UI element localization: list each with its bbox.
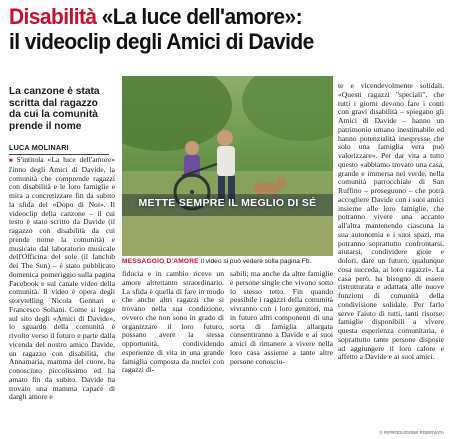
article-photo xyxy=(122,76,333,256)
photo-overlay-text: METTE SEMPRE IL MEGLIO DI SÉ xyxy=(138,197,317,209)
headline-line-1: Disabilità «La luce dell'amore»: xyxy=(9,4,302,29)
byline: LUCA MOLINARI xyxy=(9,143,109,155)
red-square-bullet-icon: ■ xyxy=(9,158,15,164)
headline xyxy=(9,4,414,54)
body-column-2: fiducia e in cambio riceve un amore altrettanto straordinario. La sfida è quella di fare in modo che anche altri ragazzi che si trovano nella sua condizione, ovvero che non sono in grado di organizzare il loro futuro, possano avere la stessa opportunità, condividendo esperienze di vita in una grande famiglia composta da nuclei con ragazzi di- xyxy=(122,270,224,375)
body-column-1: ■ S'intitola «La luce dell'amore» l'inno degli Amici di Davide, la comunità che comprende ragazzi con disabilità e le loro famiglie e mira a concretizzare fin da subito la sfida del «Dopo di Noi». Il videoclip della canzone – il cui testo è stato scritto da Davide (il ragazzo con disabilità da cui prende nome la comunità) e musicato dal laboratorio musicale dell'Officina del sole (il fanclub dei The Sun) – è stato pubblicato domenica pomeriggio sulla pagina Facebook e sul canale video della comunità. Il video è opera degli storytelling Nicola Gennari e Francesco Soliani. Come si legge sul sito degli «Amici di Davide», lo sguardo della comunità è rivolto verso il futuro e parte dalla vicenda del nostro amico Davide, un ragazzo con disabilità, che Annamaria, mamma del cuore, ha conosciuto piccolissimo ed ha amato fin da subito. Davide ha trovato una mamma capace di dargli amore e xyxy=(9,156,115,402)
caption-text: Il video si può vedere sulla pagina Fb. xyxy=(198,258,312,265)
article-summary: La canzone è stata scritta dal ragazzo da cui la comunità prende il nome xyxy=(9,86,100,132)
copyright-credit: © RIPRODUZIONE RISERVATA xyxy=(379,430,444,435)
photo-illustration xyxy=(122,76,333,256)
headline-line-2: il videoclip degli Amici di Davide xyxy=(9,29,314,54)
caption-tag: MESSAGGIO D'AMORE xyxy=(122,258,199,265)
body-column-4: te e vicendevolmente solidali. «Questi ragazzi "speciali", che tutti i giorni devono fare i conti con gravi disabilità – spiegano gli Amici di Davide – hanno un patrimonio umano inestimabile ed hanno potenzialità inespresse che solo una famiglia vera può valorizzare». Per dar vita a tutto questo «abbiamo trovato una casa, grande e immersa nel verde, nella comunità parrocchiale di San Ruffino – proseguono – che potrà accogliere Davide con i suoi amici insieme alle loro famiglie, che potranno vivere una accanto all'altra mantenendo ciascuna la sua autonomia e i suoi spazi, ma potranno soprattutto confrontarsi, aiutarsi, condividere gioie e dolori, dare un futuro, qualunque cosa succeda, ai loro ragazzi». La casa però, ha bisogno di essere ristrutturata e adattata alle nuove funzioni di comunità della condivisione solidale. Per farlo serve l'aiuto di tutti, tanti risorse, famiglie disponibili a vivere questa esperienza comunitaria, e soprattutto tante persone disposte ad aggiungere il loro calore e affetto a Davide e ai suoi amici. xyxy=(338,82,444,362)
photo-caption xyxy=(122,258,333,265)
headline-topic: Disabilità xyxy=(9,4,97,29)
body-column-3: sabili; ma anche da altre famiglie e persone single che vivono sotto lo stesso tetto. Fin quando possibile i ragazzi della comunità vivranno con i loro genitori, ma in futuro altri componenti di una sorta di famiglia allargata consentiranno a Davide e ai suoi amici di rimanere a vivere nella loro casa assieme a tante altre persone conosciu- xyxy=(230,270,333,366)
